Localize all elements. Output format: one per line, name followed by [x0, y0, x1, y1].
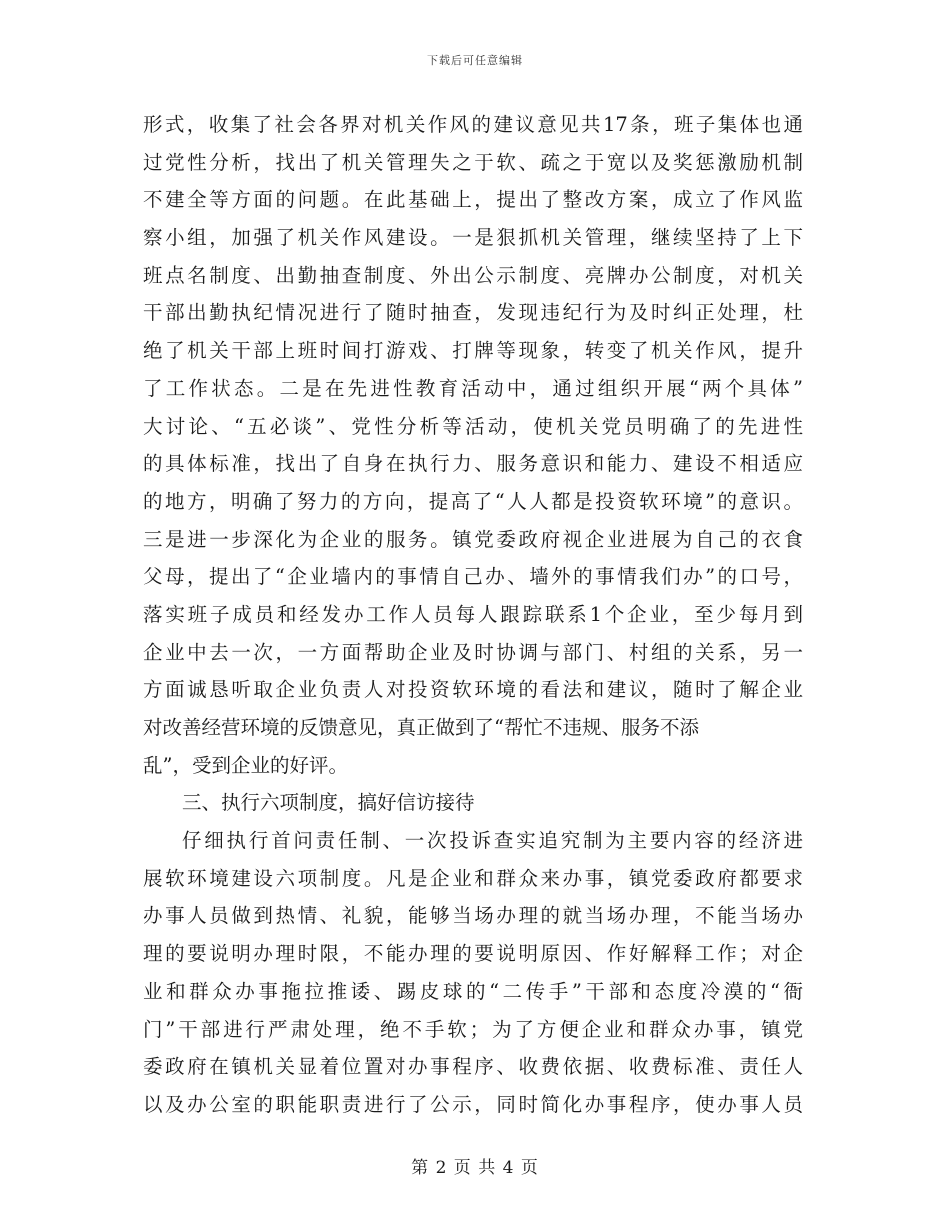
document-body [143, 106, 803, 1124]
section-heading: 三、执行六项制度，搞好信访接待 [182, 791, 475, 815]
body-line: 业和群众办事拖拉推诿、踢皮球的“二传手”干部和态度冷漠的“衙 [143, 979, 803, 1003]
body-line: 的具体标准，找出了自身在执行力、服务意识和能力、建设不相适应 [143, 452, 803, 476]
body-line: 不建全等方面的问题。在此基础上，提出了整改方案，成立了作风监 [143, 188, 803, 212]
body-line: 绝了机关干部上班时间打游戏、打牌等现象，转变了机关作风，提升 [143, 339, 803, 363]
body-line: 大讨论、“五必谈”、党性分析等活动，使机关党员明确了的先进性 [143, 414, 803, 438]
body-line: 办事人员做到热情、礼貌，能够当场办理的就当场办理，不能当场办 [143, 904, 803, 928]
page-header-note: 下载后可任意编辑 [427, 54, 523, 67]
body-line: 三是进一步深化为企业的服务。镇党委政府视企业进展为自己的衣食 [143, 527, 803, 551]
body-line-paragraph-end: 乱”，受到企业的好评。 [143, 753, 348, 777]
body-line: 方面诚恳听取企业负责人对投资软环境的看法和建议，随时了解企业 [143, 678, 803, 702]
body-line: 企业中去一次，一方面帮助企业及时协调与部门、村组的关系，另一 [143, 640, 803, 664]
body-line: 的地方，明确了努力的方向，提高了“人人都是投资软环境”的意识。 [143, 489, 803, 513]
body-line: 了工作状态。二是在先进性教育活动中，通过组织开展“两个具体” [143, 376, 803, 400]
body-line: 对改善经营环境的反馈意见，真正做到了“帮忙不违规、服务不添 [143, 716, 699, 739]
body-line: 察小组，加强了机关作风建设。一是狠抓机关管理，继续坚持了上下 [143, 226, 803, 250]
body-line: 门”干部进行严肃处理，绝不手软；为了方便企业和群众办事，镇党 [143, 1017, 803, 1041]
body-line: 以及办公室的职能职责进行了公示，同时简化办事程序，使办事人员 [143, 1092, 803, 1116]
body-line: 过党性分析，找出了机关管理失之于软、疏之于宽以及奖惩激励机制 [143, 150, 803, 174]
body-line: 落实班子成员和经发办工作人员每人跟踪联系1个企业，至少每月到 [143, 602, 803, 626]
body-line: 班点名制度、出勤抽查制度、外出公示制度、亮牌办公制度，对机关 [143, 263, 803, 287]
body-line: 理的要说明办理时限，不能办理的要说明原因、作好解释工作；对企 [143, 942, 803, 966]
body-line: 父母，提出了“企业墙内的事情自己办、墙外的事情我们办”的口号， [143, 565, 803, 589]
body-line-paragraph-start: 仔细执行首问责任制、一次投诉查实追究制为主要内容的经济进 [182, 829, 803, 853]
body-line: 干部出勤执纪情况进行了随时抽查，发现违纪行为及时纠正处理，杜 [143, 301, 803, 325]
page-number-footer: 第 2 页 共 4 页 [411, 1158, 539, 1178]
body-line: 形式，收集了社会各界对机关作风的建议意见共17条，班子集体也通 [143, 113, 803, 136]
body-line: 展软环境建设六项制度。凡是企业和群众来办事，镇党委政府都要求 [143, 866, 803, 890]
body-line: 委政府在镇机关显着位置对办事程序、收费依据、收费标准、责任人 [143, 1055, 803, 1079]
